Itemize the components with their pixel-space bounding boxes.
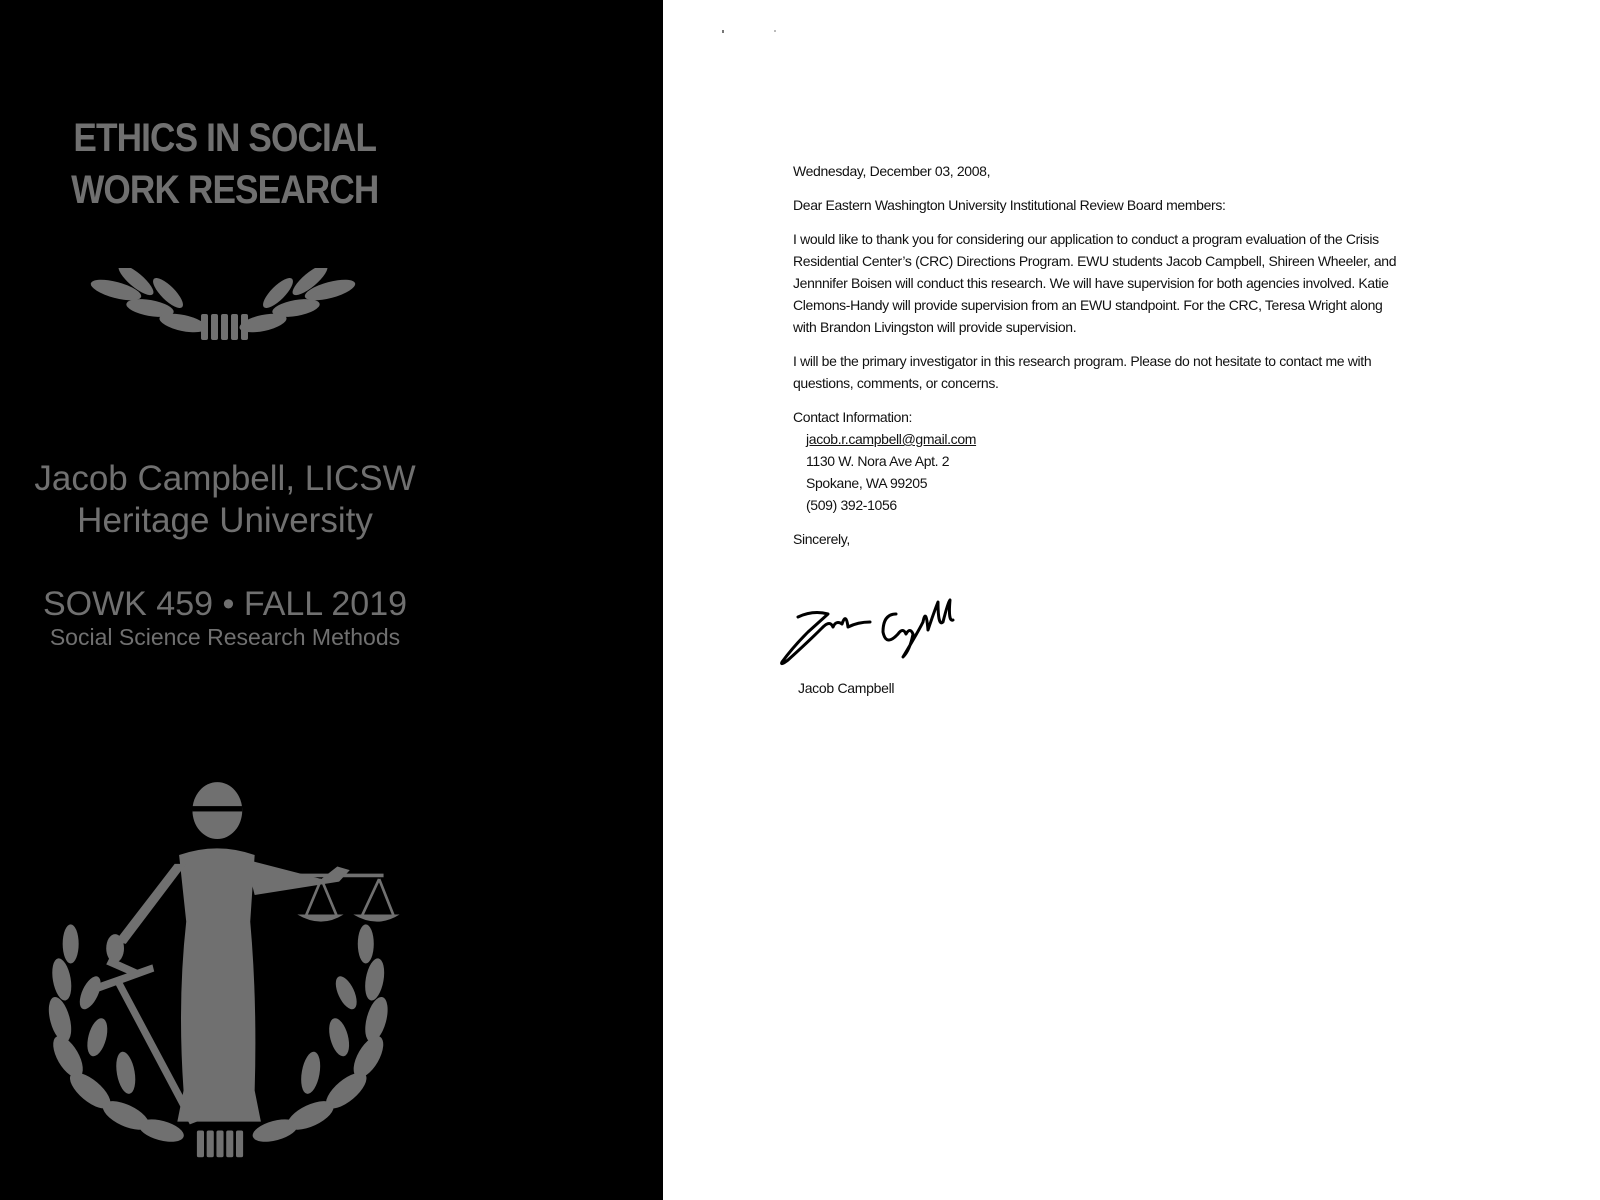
slide-title (27, 112, 423, 216)
slide-title-line-1: ETHICS IN SOCIAL (73, 116, 377, 160)
scan-artifact (774, 30, 776, 32)
paragraph-line: I would like to thank you for considering our application to conduct a program evaluation of the Crisis (793, 231, 1379, 247)
contact-heading: Contact Information: (793, 409, 913, 425)
contact-address-line-1: 1130 W. Nora Ave Apt. 2 (806, 453, 950, 469)
paragraph-line: Clemons-Handy will provide supervision from an EWU standpoint. For the CRC, Teresa Wright along (793, 297, 1383, 313)
signer-name: Jacob Campbell (798, 680, 895, 696)
lady-justice-icon (28, 755, 428, 1195)
course-code-term: SOWK 459 • FALL 2019 (42, 585, 408, 623)
author-name: Jacob Campbell, LICSW (34, 459, 416, 498)
letter-date: Wednesday, December 03, 2008, (793, 163, 991, 179)
letter-paragraph-1 (793, 228, 1453, 338)
handwritten-signature (778, 592, 958, 667)
contact-information (793, 406, 1453, 516)
letter-document (793, 160, 1453, 550)
contact-email-link[interactable]: jacob.r.campbell@gmail.com (806, 431, 977, 447)
paragraph-line: Jennnifer Boisen will conduct this research. We will have supervision for both agencies involved. Katie (793, 275, 1389, 291)
course-block (0, 585, 450, 651)
laurel-wreath-icon (88, 268, 358, 348)
author-block (0, 458, 450, 542)
letter-closing: Sincerely, (793, 531, 850, 547)
slide-title-line-2: WORK RESEARCH (71, 168, 379, 212)
paragraph-line: Residential Center’s (CRC) Directions Program. EWU students Jacob Campbell, Shireen Wheeler, and (793, 253, 1397, 269)
author-institution: Heritage University (77, 501, 373, 540)
letter-salutation: Dear Eastern Washington University Institutional Review Board members: (793, 197, 1226, 213)
letter-paragraph-2 (793, 350, 1453, 394)
scan-artifact (722, 30, 724, 33)
course-subtitle: Social Science Research Methods (49, 624, 401, 650)
title-slide-panel (0, 0, 663, 1200)
paragraph-line: questions, comments, or concerns. (793, 375, 999, 391)
contact-phone: (509) 392-1056 (806, 497, 897, 513)
paragraph-line: I will be the primary investigator in this research program. Please do not hesitate to contact me with (793, 353, 1372, 369)
paragraph-line: with Brandon Livingston will provide supervision. (793, 319, 1077, 335)
contact-address-line-2: Spokane, WA 99205 (806, 475, 928, 491)
